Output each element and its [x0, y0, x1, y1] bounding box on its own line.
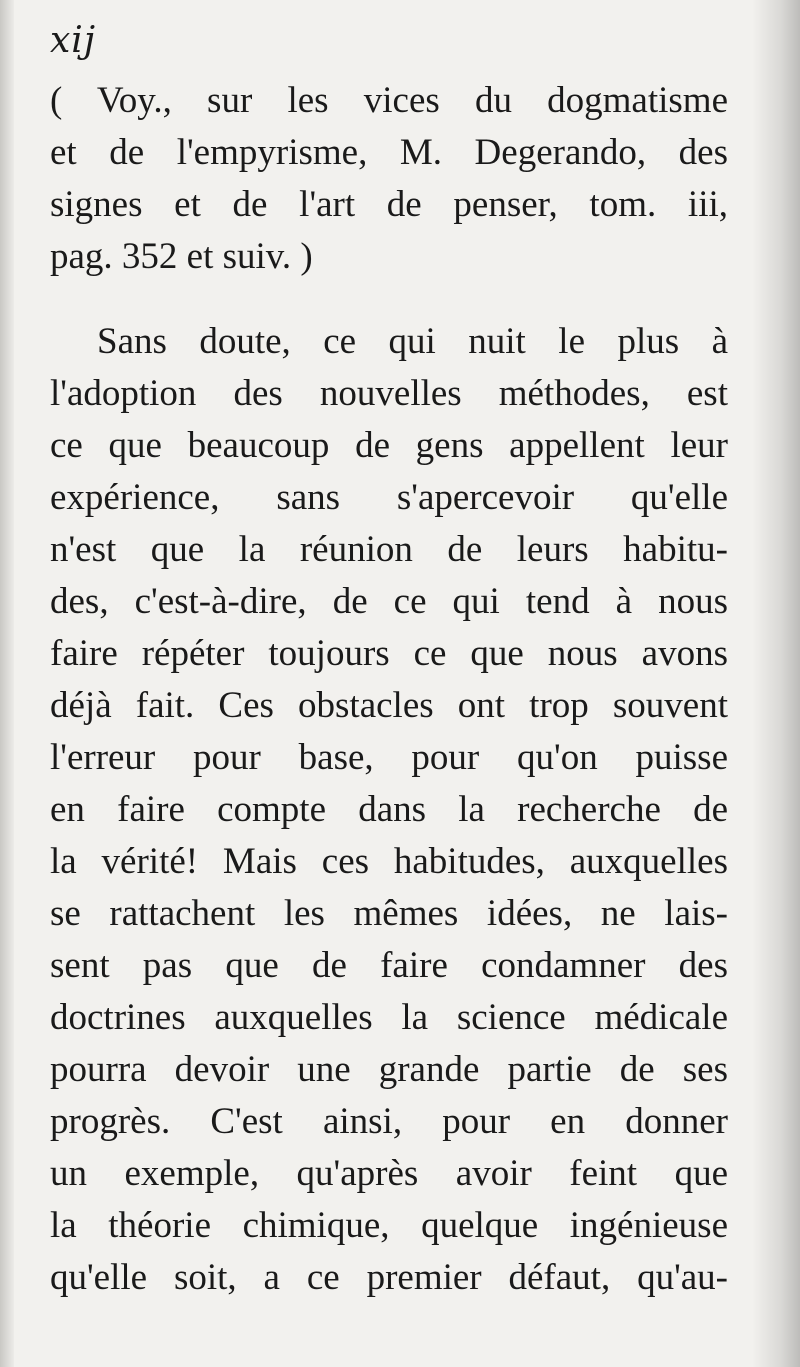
body-line: ce que beaucoup de gens appellent leur [50, 425, 728, 466]
body-line: Sans doute, ce qui nuit le plus à [97, 321, 728, 362]
paragraph-gap [50, 283, 728, 316]
note-line: ( Voy., sur les vices du dogmatisme [50, 80, 728, 121]
note-line: et de l'empyrisme, M. Degerando, des [50, 132, 728, 173]
body-line: n'est que la réunion de leurs habitu- [50, 529, 728, 570]
page-left-edge [0, 0, 14, 1367]
body-line: progrès. C'est ainsi, pour en donner [50, 1101, 728, 1142]
body-line: la théorie chimique, quelque ingénieuse [50, 1205, 728, 1246]
note-line: pag. 352 et suiv. ) [50, 236, 313, 277]
body-line: l'erreur pour base, pour qu'on puisse [50, 737, 728, 778]
body-line: des, c'est-à-dire, de ce qui tend à nous [50, 581, 728, 622]
citation-note [50, 75, 728, 283]
body-line: en faire compte dans la recherche de [50, 789, 728, 830]
body-line: se rattachent les mêmes idées, ne lais- [50, 893, 728, 934]
page-text [50, 75, 728, 1304]
body-line: la vérité! Mais ces habitudes, auxquelles [50, 841, 728, 882]
body-line: doctrines auxquelles la science médicale [50, 997, 728, 1038]
body-line: qu'elle soit, a ce premier défaut, qu'au- [50, 1257, 728, 1298]
body-line: expérience, sans s'apercevoir qu'elle [50, 477, 728, 518]
note-line: signes et de l'art de penser, tom. iii, [50, 184, 728, 225]
body-paragraph [50, 316, 728, 1304]
body-line: l'adoption des nouvelles méthodes, est [50, 373, 728, 414]
body-line: un exemple, qu'après avoir feint que [50, 1153, 728, 1194]
page-binding-shadow [752, 0, 800, 1367]
body-line: pourra devoir une grande partie de ses [50, 1049, 728, 1090]
page-number: xij [50, 20, 96, 61]
body-line: faire répéter toujours ce que nous avons [50, 633, 728, 674]
body-line: sent pas que de faire condamner des [50, 945, 728, 986]
body-line: déjà fait. Ces obstacles ont trop souvent [50, 685, 728, 726]
